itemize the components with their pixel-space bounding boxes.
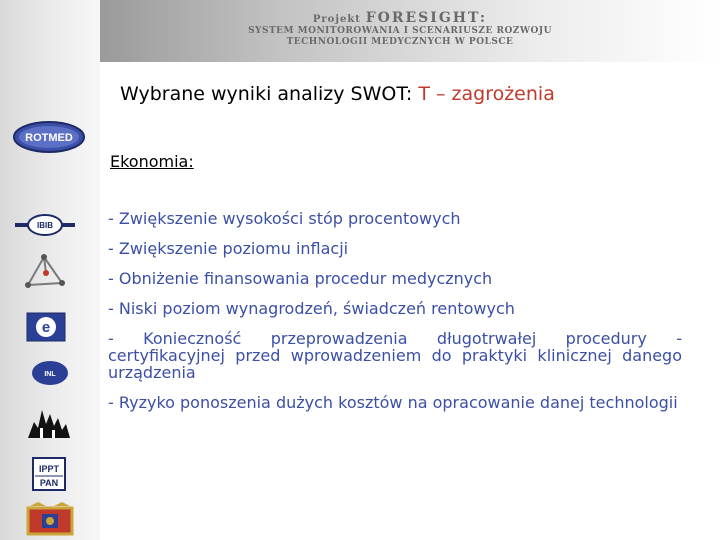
section-label: Ekonomia:	[110, 152, 194, 171]
slide-title-accent: T – zagrożenia	[418, 83, 555, 105]
project-header-line3: TECHNOLOGII MEDYCZNYCH W POLSCE	[286, 37, 514, 47]
list-item: - Konieczność przeprowadzenia długotrwałej procedury - certyfikacyjnej przed wprowadzeniem do praktyki klinicznej danego urządzenia	[108, 329, 682, 382]
network-logo	[22, 253, 68, 291]
crest-logo	[24, 502, 76, 538]
threat-list	[108, 210, 682, 411]
list-item: - Ryzyko ponoszenia dużych kosztów na opracowanie danej technologii	[108, 393, 678, 412]
project-prefix: Projekt	[312, 14, 361, 25]
ibib-logo-text: IBIB	[37, 221, 53, 230]
rotmed-logo	[12, 120, 86, 154]
inl-logo-text: INL	[44, 371, 56, 378]
project-header-line2: SYSTEM MONITOROWANIA I SCENARIUSZE ROZWOJU	[248, 26, 552, 36]
list-item: - Zwiększenie wysokości stóp procentowych	[108, 209, 461, 228]
project-header	[200, 10, 600, 48]
project-header-line1	[200, 10, 600, 26]
list-item: - Obniżenie finansowania procedur medycznych	[108, 269, 493, 288]
project-name: FORESIGHT:	[365, 10, 488, 26]
inl-logo	[30, 359, 70, 387]
e-logo	[26, 312, 66, 342]
slide-title	[120, 83, 555, 105]
ippt-logo-text: IPPT	[38, 464, 60, 474]
pan-logo-text: PAN	[39, 478, 59, 488]
slide-title-main: Wybrane wyniki analizy SWOT:	[120, 83, 413, 105]
rotmed-logo-text: ROTMED	[25, 132, 73, 144]
list-item: - Niski poziom wynagrodzeń, świadczeń rentowych	[108, 299, 515, 318]
list-item: - Zwiększenie poziomu inflacji	[108, 239, 349, 258]
buildings-logo	[26, 404, 72, 438]
ippt-pan-logo	[32, 457, 66, 491]
svg-text:e: e	[41, 319, 51, 336]
ibib-logo	[14, 213, 76, 237]
